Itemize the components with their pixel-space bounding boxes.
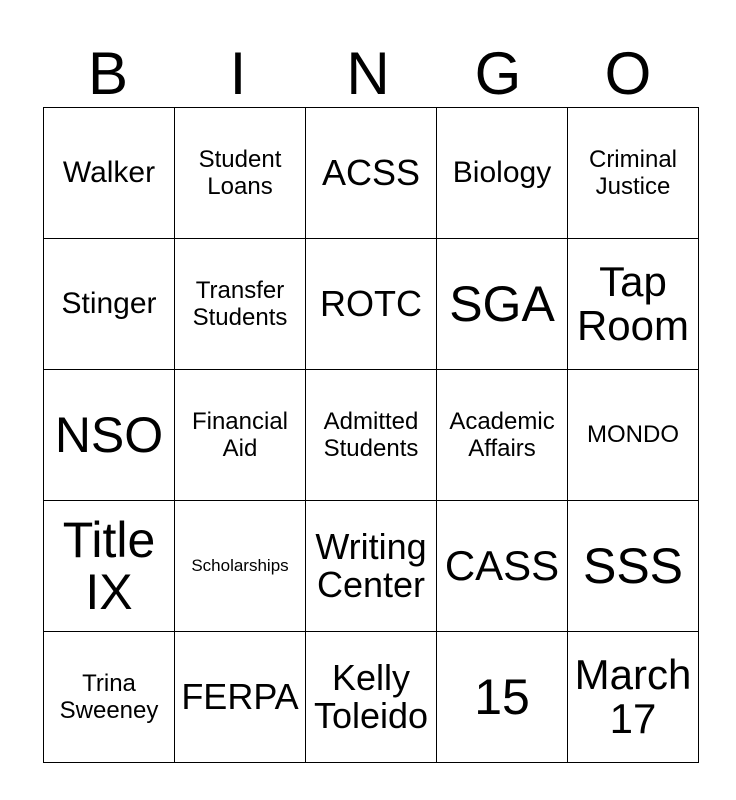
cell-label: Kelly Toleido — [313, 657, 429, 736]
board-row — [44, 108, 699, 239]
bingo-cell[interactable] — [44, 108, 175, 239]
cell-label: Admitted Students — [323, 407, 419, 462]
cell-label: Biology — [452, 156, 552, 190]
cell-label: FERPA — [181, 676, 299, 718]
bingo-cell[interactable] — [437, 239, 568, 370]
bingo-cell[interactable] — [175, 501, 306, 632]
cell-label: Tap Room — [576, 257, 690, 349]
bingo-cell[interactable] — [306, 370, 437, 501]
cell-label: Criminal Justice — [588, 145, 677, 200]
bingo-cell[interactable] — [437, 370, 568, 501]
bingo-cell[interactable] — [306, 632, 437, 763]
bingo-cell[interactable] — [437, 501, 568, 632]
bingo-cell[interactable] — [175, 239, 306, 370]
cell-label: NSO — [54, 406, 164, 463]
header-letter-g: G — [474, 40, 522, 107]
bingo-cell[interactable] — [306, 108, 437, 239]
board-row — [44, 632, 699, 763]
bingo-cell[interactable] — [568, 239, 699, 370]
bingo-cell[interactable] — [437, 632, 568, 763]
bingo-cell[interactable] — [568, 370, 699, 501]
cell-label: Walker — [62, 156, 156, 190]
bingo-cell[interactable] — [437, 108, 568, 239]
bingo-header — [43, 40, 693, 108]
cell-label: Stinger — [61, 287, 157, 321]
header-letter-i: I — [229, 40, 247, 107]
bingo-cell[interactable] — [44, 239, 175, 370]
board-row — [44, 370, 699, 501]
cell-label: Scholarships — [191, 556, 289, 576]
bingo-cell[interactable] — [44, 370, 175, 501]
header-letter-o: O — [604, 40, 652, 107]
bingo-board — [43, 107, 699, 763]
cell-label: Transfer Students — [192, 276, 288, 331]
board-row — [44, 239, 699, 370]
cell-label: Student Loans — [198, 145, 282, 200]
bingo-cell[interactable] — [44, 501, 175, 632]
cell-label: Trina Sweeney — [59, 669, 159, 724]
bingo-cell[interactable] — [568, 501, 699, 632]
cell-label: CASS — [444, 541, 560, 589]
cell-label: MONDO — [587, 421, 679, 449]
cell-label: ROTC — [320, 283, 422, 325]
bingo-cell[interactable] — [175, 370, 306, 501]
header-letter-b: B — [87, 40, 129, 107]
header-letter-n: N — [346, 40, 390, 107]
board-row — [44, 501, 699, 632]
bingo-cell[interactable] — [175, 108, 306, 239]
bingo-cell[interactable] — [306, 501, 437, 632]
bingo-cell[interactable] — [44, 632, 175, 763]
cell-label: 15 — [474, 668, 530, 725]
cell-label: Writing Center — [315, 526, 427, 605]
bingo-cell[interactable] — [175, 632, 306, 763]
cell-label: ACSS — [321, 152, 421, 194]
cell-label: March 17 — [574, 650, 692, 742]
cell-label: Financial Aid — [191, 407, 289, 462]
bingo-cell[interactable] — [306, 239, 437, 370]
bingo-cell[interactable] — [568, 632, 699, 763]
cell-label: SGA — [449, 275, 555, 332]
cell-label: Academic Affairs — [449, 407, 555, 462]
bingo-cell[interactable] — [568, 108, 699, 239]
cell-label: SSS — [582, 537, 684, 594]
cell-label: Title IX — [62, 511, 156, 620]
